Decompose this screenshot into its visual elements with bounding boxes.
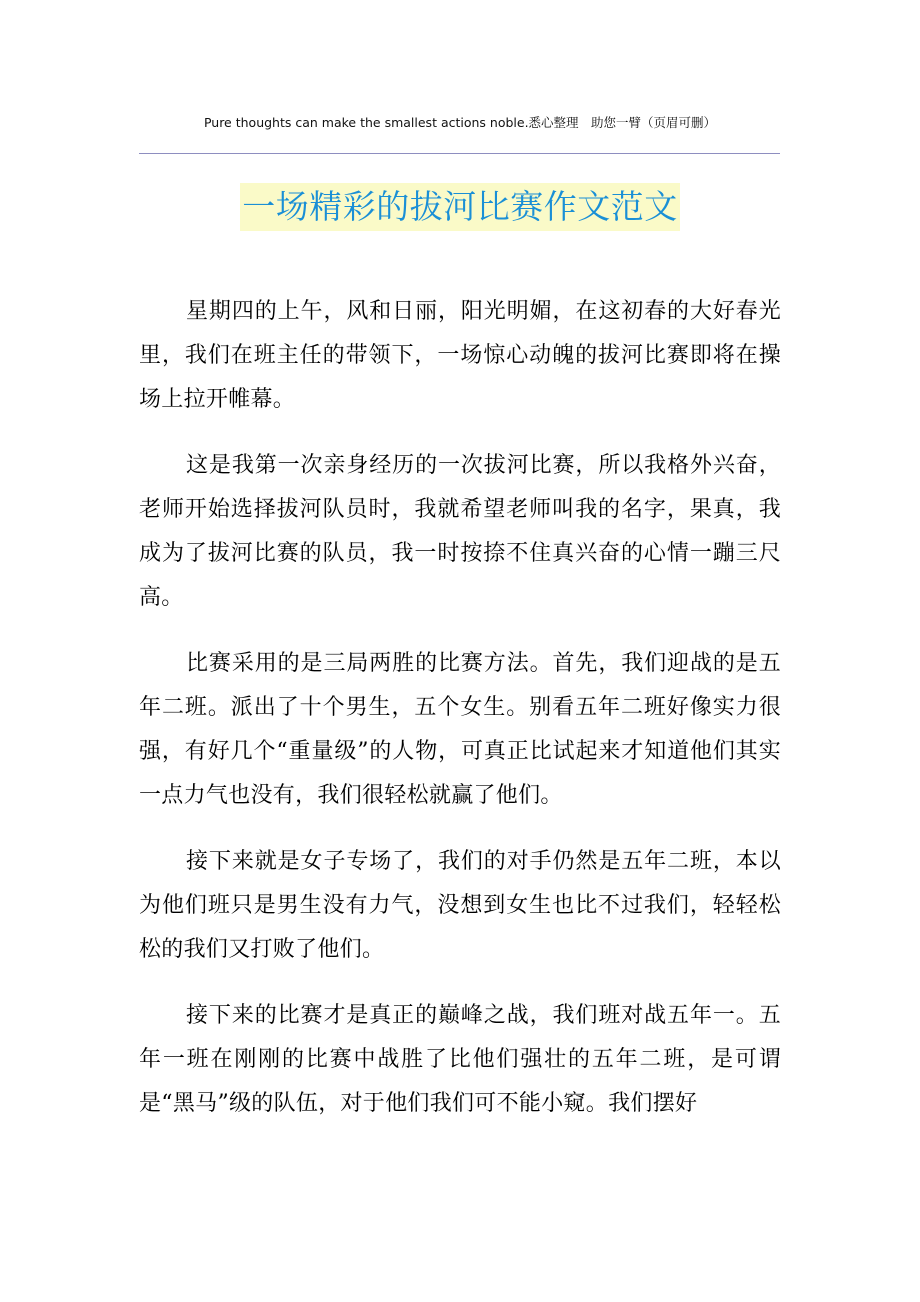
paragraph-2: 这是我第一次亲身经历的一次拔河比赛，所以我格外兴奋，老师开始选择拔河队员时，我就希望老师叫我的名字，果真，我成为了拔河比赛的队员，我一时按捺不住真兴奋的心情一蹦三尺高。 <box>139 453 781 610</box>
paragraph-1: 星期四的上午，风和日丽，阳光明媚，在这初春的大好春光里，我们在班主任的带领下，一场惊心动魄的拔河比赛即将在操场上拉开帷幕。 <box>139 299 781 412</box>
paragraph-3: 比赛采用的是三局两胜的比赛方法。首先，我们迎战的是五年二班。派出了十个男生，五个女生。别看五年二班好像实力很强，有好几个“重量级”的人物，可真正比试起来才知道他们其实一点力气也没有，我们很轻松就赢了他们。 <box>139 651 781 808</box>
paragraph-5: 接下来的比赛才是真正的巅峰之战，我们班对战五年一。五年一班在刚刚的比赛中战胜了比他们强壮的五年二班，是可谓是“黑马”级的队伍，对于他们我们可不能小窥。我们摆好 <box>139 1003 781 1116</box>
paragraph-4: 接下来就是女子专场了，我们的对手仍然是五年二班，本以为他们班只是男生没有力气，没想到女生也比不过我们，轻轻松松的我们又打败了他们。 <box>139 849 781 962</box>
header-divider <box>139 153 780 154</box>
article-body <box>139 290 781 1148</box>
title-container <box>0 183 920 231</box>
document-title: 一场精彩的拔河比赛作文范文 <box>240 183 680 231</box>
page-header: Pure thoughts can make the smallest actions noble.悉心整理 助您一臂（页眉可删） <box>203 115 717 130</box>
